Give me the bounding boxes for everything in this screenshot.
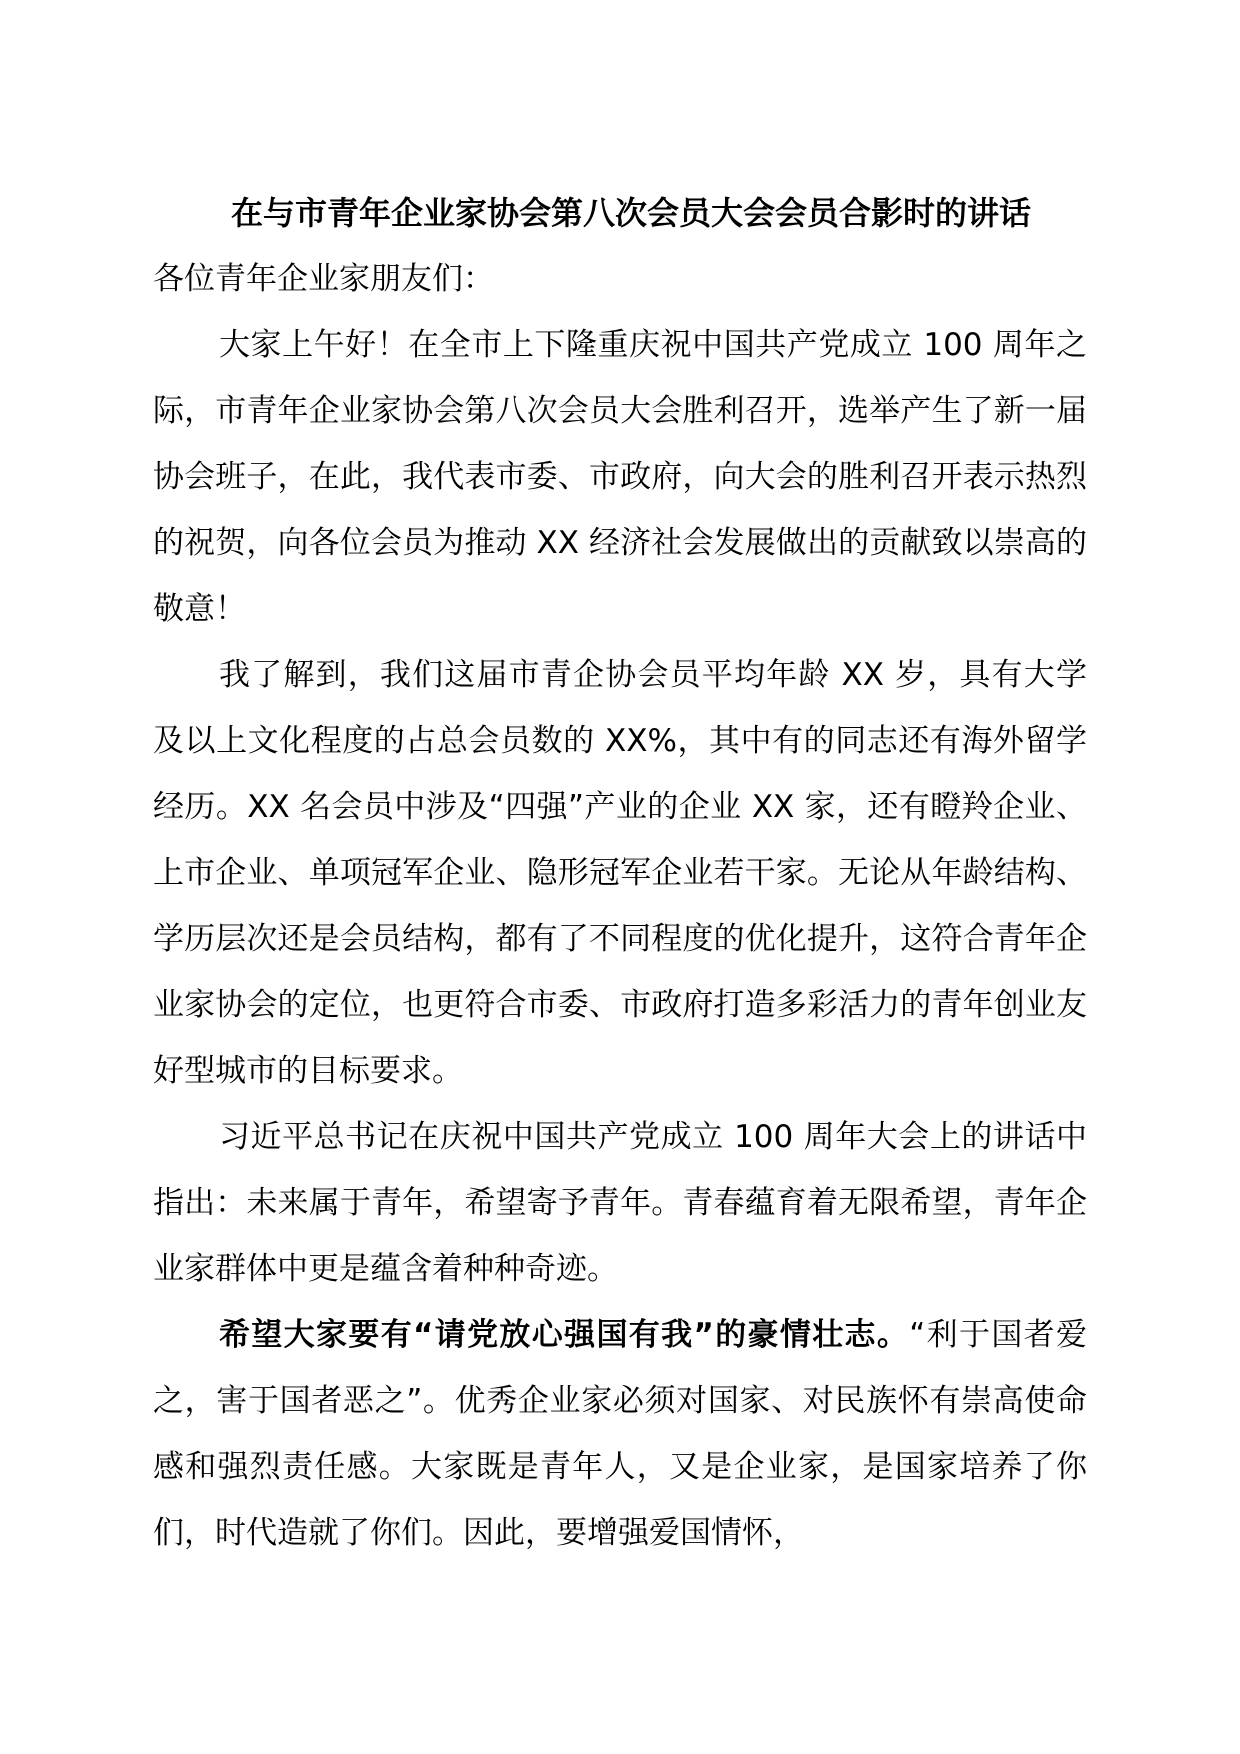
paragraph-text: 我了解到，我们这届市青企协会员平均年龄 XX 岁，具有大学及以上文化程度的占总会员数的 XX%，其中有的同志还有海外留学经历。XX 名会员中涉及“四强”产业的企业 XX 家，还有瞪羚企业、上市企业、单项冠军企业、隐形冠军企业若干家。无论从年龄结构、学历层次还是会员结构，都有了不同程度的优化提升，这符合青年企业家协会的定位，也更符合市委、市政府打造多彩活力的青年创业友好型城市的目标要求。 (153, 657, 1087, 1089)
paragraph-lead-bold: 希望大家要有“请党放心强国有我”的豪情壮志。 (219, 1317, 910, 1353)
document-title: 在与市青年企业家协会第八次会员大会会员合影时的讲话 (230, 194, 1031, 232)
paragraph-membership (153, 642, 1087, 1104)
salutation: 各位青年企业家朋友们： (153, 261, 494, 297)
paragraph-text: 大家上午好！在全市上下隆重庆祝中国共产党成立 100 周年之际，市青年企业家协会第八次会员大会胜利召开，选举产生了新一届协会班子，在此，我代表市委、市政府，向大会的胜利召开表示热烈的祝贺，向各位会员为推动 XX 经济社会发展做出的贡献致以崇高的敬意！ (153, 327, 1087, 627)
paragraph-aspiration (153, 1302, 1087, 1566)
paragraph-greeting (153, 312, 1087, 642)
paragraph-text: 习近平总书记在庆祝中国共产党成立 100 周年大会上的讲话中指出：未来属于青年，希望寄予青年。青春蕴育着无限希望，青年企业家群体中更是蕴含着种种奇迹。 (153, 1119, 1087, 1287)
paragraph-text: “利于国者爱之，害于国者恶之”。优秀企业家必须对国家、对民族怀有崇高使命感和强烈责任感。大家既是青年人，又是企业家，是国家培养了你们，时代造就了你们。因此，要增强爱国情怀， (153, 1317, 1087, 1551)
paragraph-quote (153, 1104, 1087, 1302)
document-body (153, 180, 1087, 1566)
